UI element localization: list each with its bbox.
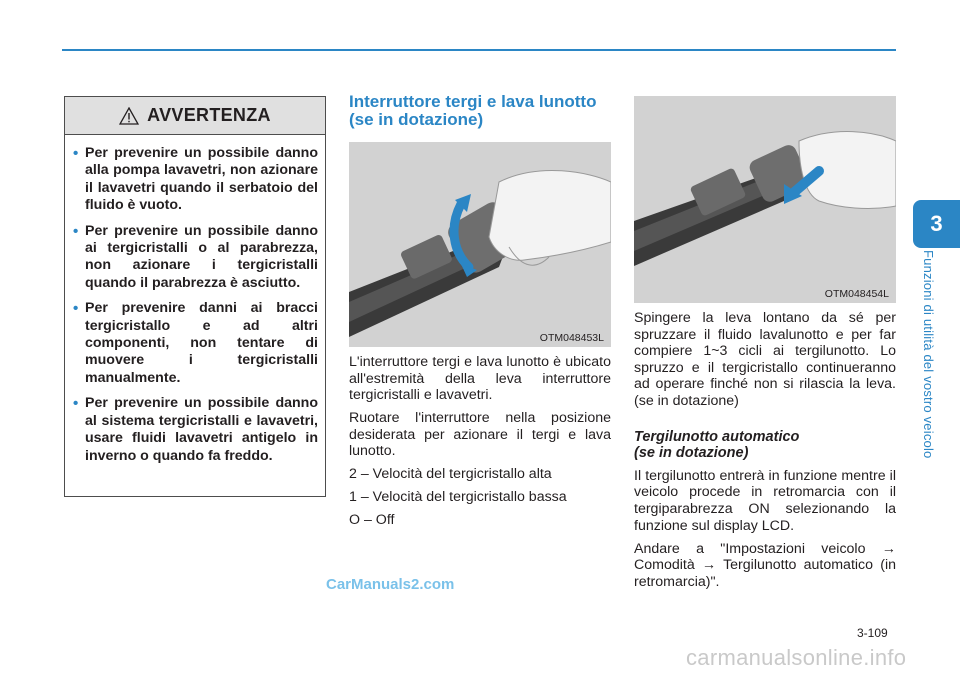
paragraph: 2 – Velocità del tergicristallo alta: [349, 466, 552, 483]
chapter-number: 3: [930, 211, 943, 236]
watermark-link[interactable]: CarManuals2.com: [326, 576, 455, 593]
subsection-title: [634, 429, 896, 462]
top-rule: [62, 49, 896, 51]
warning-item: [73, 300, 318, 387]
figure-code: OTM048453L: [539, 332, 604, 344]
right-body: [634, 310, 896, 597]
subsection-title-line2: (se in dotazione): [634, 445, 749, 462]
warning-list: [65, 135, 325, 465]
figure-code: OTM048454L: [824, 288, 889, 300]
bullet-icon: •: [73, 300, 79, 318]
page-number: 3-109: [857, 626, 888, 640]
warning-triangle-icon: [119, 107, 139, 125]
wiper-lever-push-illustration: [634, 96, 896, 303]
warning-item-text: Per prevenire danni ai bracci tergicristallo e ad altri componenti, non tentare di muovere i tergicristalli manualmente.: [85, 300, 318, 386]
paragraph: O – Off: [349, 512, 395, 529]
warning-item-text: Per prevenire un possibile danno alla pompa lavavetri, non azionare il lavavetri quando il serbatoio del fluido è vuoto.: [85, 145, 318, 214]
warning-item: [73, 395, 318, 465]
bullet-icon: •: [73, 222, 79, 240]
warning-item: [73, 222, 318, 293]
footer-watermark: carmanualsonline.info: [686, 645, 907, 670]
chapter-side-title: Funzioni di utilità del vostro veicolo: [921, 250, 936, 459]
paragraph: Il tergilunotto entrerà in funzione mentre il veicolo procede in retromarcia con il tergiparabrezza ON selezionando la funzione sul display LCD.: [634, 467, 896, 534]
warning-item: [73, 145, 318, 215]
section-body: [349, 354, 611, 535]
section-title: Interruttore tergi e lava lunotto (se in dotazione): [349, 92, 597, 129]
wiper-lever-illustration: [349, 142, 611, 347]
paragraph: 1 – Velocità del tergicristallo bassa: [349, 489, 567, 506]
subsection-title-line1: Tergilunotto automatico: [634, 428, 800, 445]
bullet-icon: •: [73, 145, 79, 162]
warning-item-text: Per prevenire un possibile danno ai tergicristalli o al parabrezza, non azionare i tergicristalli quando il parabrezza è asciutto.: [85, 222, 318, 291]
chapter-tab: [913, 200, 960, 248]
warning-box: [64, 96, 326, 497]
paragraph: L'interruttore tergi e lava lunotto è ubicato all'estremità della leva interruttore tergicristalli e lavavetri.: [349, 354, 611, 404]
paragraph: Ruotare l'interruttore nella posizione desiderata per azionare il tergi e lava lunotto.: [349, 410, 611, 460]
warning-title: AVVERTENZA: [147, 105, 271, 125]
figure-wiper-switch-rotate: [349, 142, 611, 347]
figure-wiper-lever-push: [634, 96, 896, 303]
warning-header: [65, 97, 325, 135]
paragraph: Spingere la leva lontano da sé per spruzzare il fluido lavalunotto e per far compiere 1~3 cicli ai tergilunotto. Lo spruzzo e il tergicristallo continueranno ad operare finché non si rilascia la leva. (se in dotazione): [634, 310, 896, 409]
paragraph: Andare a "Impostazioni veicolo → Comodità → Tergilunotto automatico (in retromarcia)".: [634, 540, 896, 590]
warning-item-text: Per prevenire un possibile danno al sistema tergicristalli e lavavetri, usare fluidi lavavetri antigelo in inverno o quando fa freddo.: [85, 395, 318, 464]
bullet-icon: •: [73, 395, 79, 413]
